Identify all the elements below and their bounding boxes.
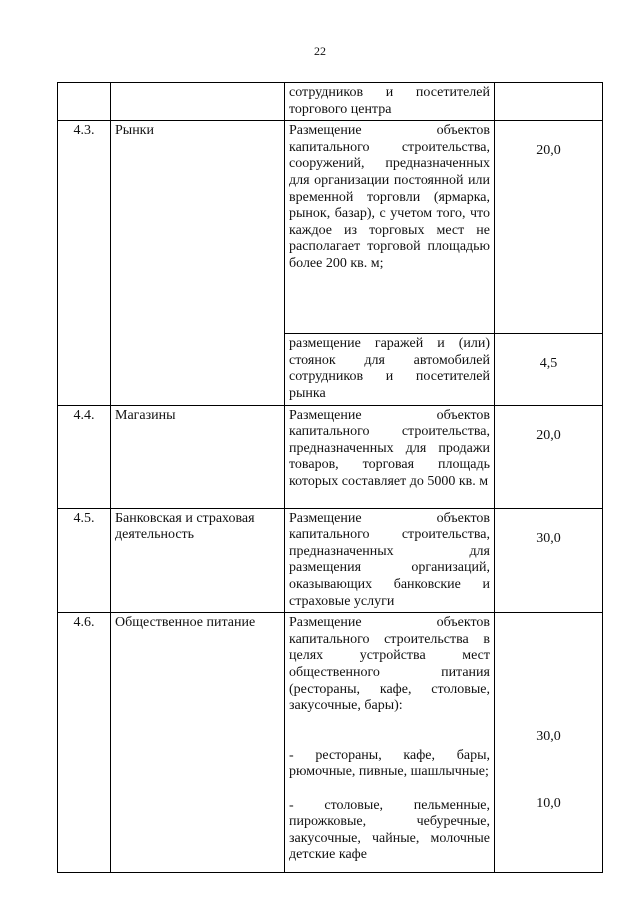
description-intro: Размещение объектов капитального строительства в целях устройства мест общественного питания (рестораны, кафе, столовые, закусочные, бары):: [289, 615, 490, 714]
value-cell: [495, 83, 603, 121]
description-cell: сотрудников и посетителей торгового центра: [285, 83, 495, 121]
table-row: [58, 83, 603, 121]
num-cell: 4.5.: [58, 508, 111, 613]
num-cell: 4.4.: [58, 405, 111, 508]
list-item: - рестораны, кафе, бары, рюмочные, пивные, шашлычные;: [289, 747, 490, 780]
zoning-table: [57, 82, 603, 873]
value-cell: 30,0: [495, 508, 603, 613]
name-cell: Рынки: [111, 121, 285, 405]
name-cell: Банковская и страховая деятельность: [111, 508, 285, 613]
description-cell: Размещение объектов капитального строительства, сооружений, предназначенных для организации постоянной или временной торговли (ярмарка, рынок, базар), с учетом того, что каждое из торговых мест не располагает торговой площадью более 200 кв. м;: [285, 121, 495, 334]
num-cell: 4.3.: [58, 121, 111, 405]
value-cell: 4,5: [495, 334, 603, 405]
table-row: [58, 121, 603, 334]
num-cell: [58, 83, 111, 121]
value-cell: 20,0: [495, 121, 603, 334]
description-cell: Размещение объектов капитального строительства, предназначенных для размещения организаций, оказывающих банковские и страховые услуги: [285, 508, 495, 613]
name-cell: [111, 83, 285, 121]
item-value: 30,0: [536, 729, 561, 745]
num-cell: 4.6.: [58, 613, 111, 873]
list-item: - столовые, пельменные, пирожковые, чебуречные, закусочные, чайные, молочные детские кафе: [289, 797, 490, 863]
description-cell: Размещение объектов капитального строительства, предназначенных для продажи товаров, торговая площадь которых составляет до 5000 кв. м: [285, 405, 495, 508]
name-cell: Магазины: [111, 405, 285, 508]
table-row: [58, 508, 603, 613]
value-cell: 20,0: [495, 405, 603, 508]
value-cell: [495, 613, 603, 873]
table-row: [58, 405, 603, 508]
table-row: [58, 613, 603, 873]
page-number: 22: [314, 44, 326, 58]
item-value: 10,0: [536, 795, 561, 811]
description-cell: [285, 613, 495, 873]
description-cell: размещение гаражей и (или) стоянок для автомобилей сотрудников и посетителей рынка: [285, 334, 495, 405]
name-cell: Общественное питание: [111, 613, 285, 873]
